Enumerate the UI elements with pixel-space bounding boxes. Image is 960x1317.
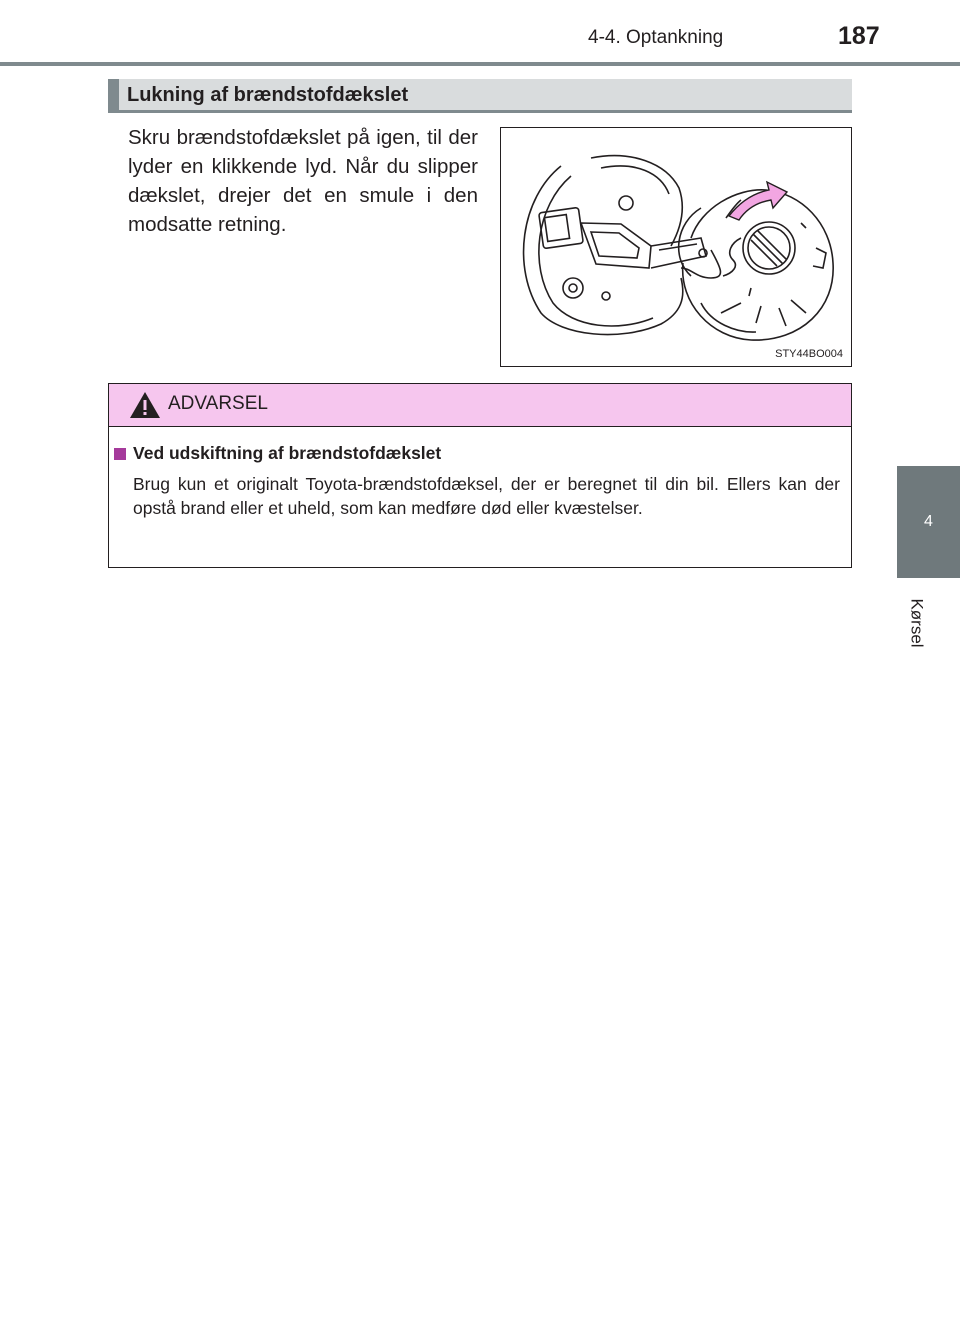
chapter-number: 4 bbox=[924, 513, 933, 530]
rotation-arrow bbox=[729, 182, 787, 220]
warning-header bbox=[109, 384, 851, 427]
warning-label: ADVARSEL bbox=[168, 393, 268, 414]
heading-accent-bar bbox=[108, 79, 119, 110]
fuel-cap-illustration bbox=[500, 127, 852, 367]
page-number: 187 bbox=[838, 22, 880, 50]
warning-item-title-text: Ved udskiftning af brændstofdækslet bbox=[133, 443, 442, 463]
chapter-title: Kørsel bbox=[908, 598, 927, 648]
section-heading bbox=[108, 79, 852, 113]
chapter-title-label bbox=[904, 590, 930, 656]
section-header: 4-4. Optankning bbox=[588, 27, 724, 48]
header-rule bbox=[0, 62, 960, 66]
section-body-text: Skru brændstofdækslet på igen, til der lyder en klikkende lyd. Når du slipper dækslet, drejer det en smule i den modsatte retning. bbox=[128, 126, 478, 236]
warning-item-text: Brug kun et originalt Toyota-brændstofdæksel, der er beregnet til din bil. Ellers kan der opstå brand eller et uheld, som kan medføre død eller kvæstelser. bbox=[133, 474, 840, 518]
figure-id: STY44BO004 bbox=[775, 348, 843, 360]
section-title: Lukning af brændstofdækslet bbox=[127, 84, 409, 106]
warning-triangle-icon bbox=[129, 391, 161, 419]
fuel-cap-drawing bbox=[501, 128, 851, 366]
warning-box bbox=[108, 383, 852, 568]
chapter-tab bbox=[897, 466, 960, 578]
bullet-square-icon bbox=[114, 448, 126, 460]
warning-item-title bbox=[114, 443, 441, 464]
